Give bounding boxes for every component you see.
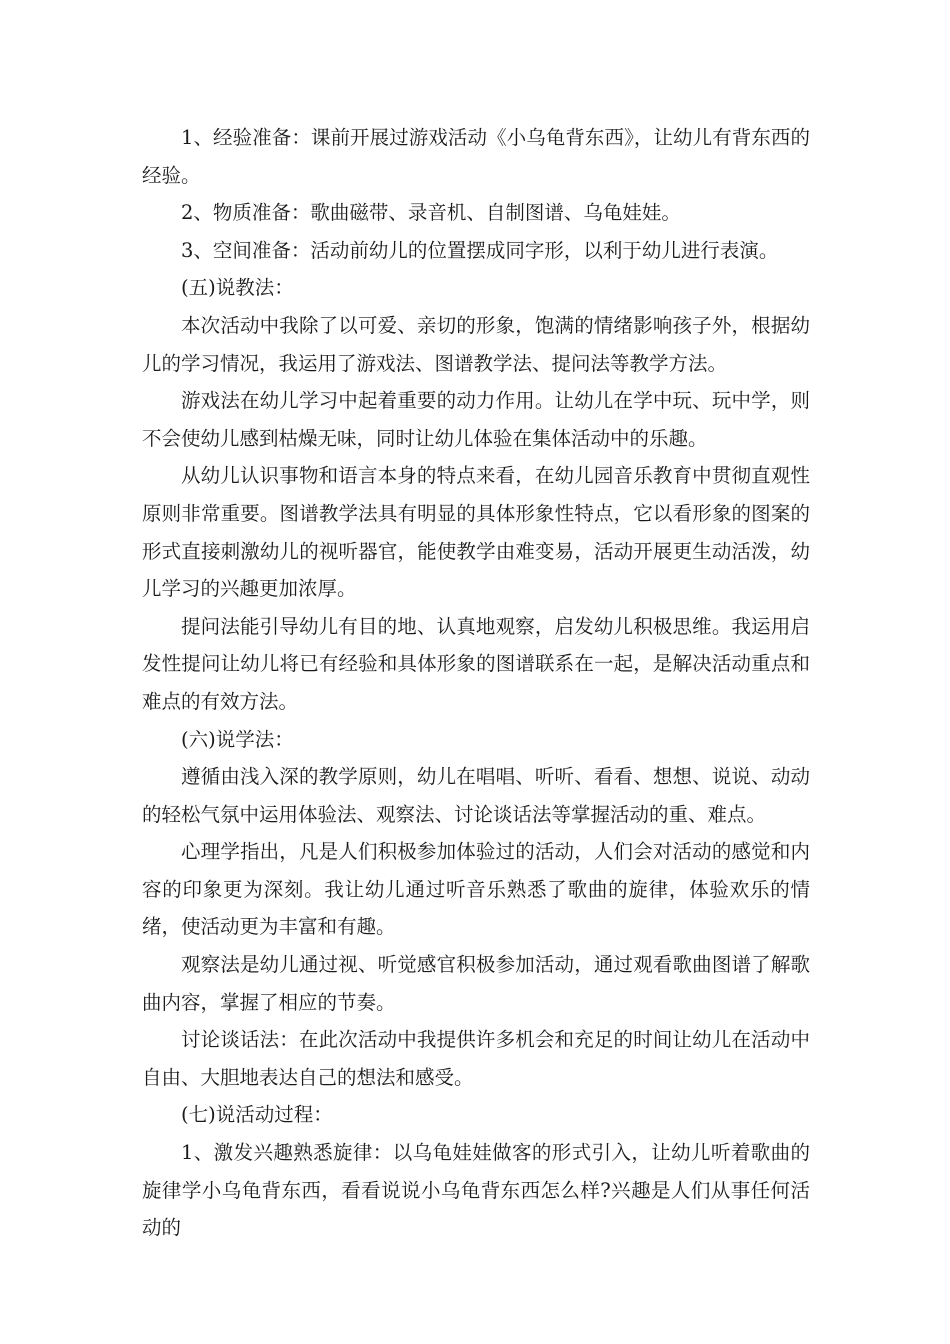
paragraph-teaching-methods-intro: 本次活动中我除了以可爱、亲切的形象，饱满的情绪影响孩子外，根据幼儿的学习情况，我运用了游戏法、图谱教学法、提问法等教学方法。 <box>142 313 810 375</box>
paragraph-game-method: 游戏法在幼儿学习中起着重要的动力作用。让幼儿在学中玩、玩中学，则不会使幼儿感到枯燥无味，同时让幼儿体验在集体活动中的乐趣。 <box>142 389 810 450</box>
paragraph-process-step-1: 1、激发兴趣熟悉旋律：以乌龟娃娃做客的形式引入，让幼儿听着歌曲的旋律学小乌龟背东西，看看说说小乌龟背东西怎么样?兴趣是人们从事任何活动的 <box>142 1141 810 1240</box>
paragraph-observation-method: 观察法是幼儿通过视、听觉感官积极参加活动，通过观看歌曲图谱了解歌曲内容，掌握了相应的节奏。 <box>142 953 810 1014</box>
section-heading-learning-methods: (六)说学法： <box>181 727 294 751</box>
paragraph-experience-prep: 1、经验准备：课前开展过游戏活动《小乌龟背东西》，让幼儿有背东西的经验。 <box>142 126 810 187</box>
section-heading-teaching-methods: (五)说教法： <box>181 276 294 300</box>
paragraph-learning-principle: 遵循由浅入深的教学原则，幼儿在唱唱、听听、看看、想想、说说、动动的轻松气氛中运用体验法、观察法、讨论谈话法等掌握活动的重、难点。 <box>142 765 810 826</box>
paragraph-chart-method: 从幼儿认识事物和语言本身的特点来看，在幼儿园音乐教育中贯彻直观性原则非常重要。图谱教学法具有明显的具体形象性特点，它以看形象的图案的形式直接刺激幼儿的视听器官，能使教学由难变易，活动开展更生动活泼，幼儿学习的兴趣更加浓厚。 <box>142 464 810 601</box>
document-body <box>142 119 810 1247</box>
paragraph-psychology: 心理学指出，凡是人们积极参加体验过的活动，人们会对活动的感觉和内容的印象更为深刻。我让幼儿通过听音乐熟悉了歌曲的旋律，体验欢乐的情绪，使活动更为丰富和有趣。 <box>142 840 810 939</box>
paragraph-material-prep: 2、物质准备：歌曲磁带、录音机、自制图谱、乌龟娃娃。 <box>181 201 681 225</box>
paragraph-discussion-method: 讨论谈话法：在此次活动中我提供许多机会和充足的时间让幼儿在活动中自由、大胆地表达自己的想法和感受。 <box>142 1028 810 1089</box>
section-heading-activity-process: (七)说活动过程： <box>181 1103 333 1127</box>
paragraph-space-prep: 3、空间准备：活动前幼儿的位置摆成同字形，以利于幼儿进行表演。 <box>181 238 779 262</box>
paragraph-question-method: 提问法能引导幼儿有目的地、认真地观察，启发幼儿积极思维。我运用启发性提问让幼儿将已有经验和具体形象的图谱联系在一起，是解决活动重点和难点的有效方法。 <box>142 614 810 713</box>
